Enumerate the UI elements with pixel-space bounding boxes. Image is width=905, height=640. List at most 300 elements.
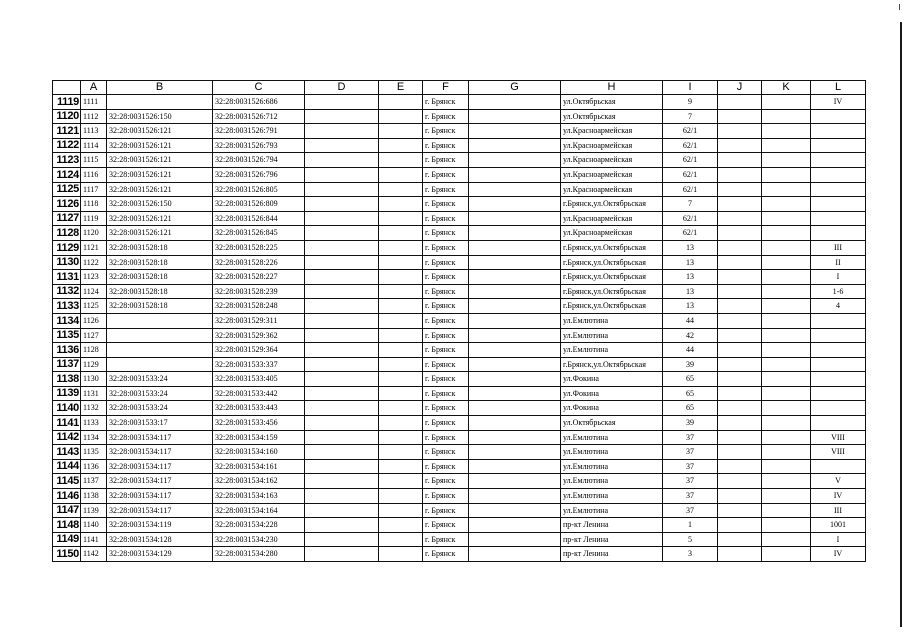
- row-number[interactable]: 1127: [53, 211, 81, 226]
- cell-k[interactable]: [762, 255, 811, 270]
- cell-f[interactable]: г. Брянск: [423, 153, 469, 168]
- column-header-e[interactable]: E: [379, 81, 423, 95]
- cell-a[interactable]: 1122: [81, 255, 107, 270]
- cell-a[interactable]: 1135: [81, 445, 107, 460]
- cell-e[interactable]: [379, 328, 423, 343]
- cell-f[interactable]: г. Брянск: [423, 299, 469, 314]
- cell-c[interactable]: 32:28:0031528:225: [213, 240, 305, 255]
- cell-a[interactable]: 1112: [81, 109, 107, 124]
- row-number[interactable]: 1126: [53, 197, 81, 212]
- cell-l[interactable]: VIII: [811, 430, 866, 445]
- cell-d[interactable]: [305, 138, 379, 153]
- cell-e[interactable]: [379, 299, 423, 314]
- cell-j[interactable]: [718, 270, 762, 285]
- cell-b[interactable]: 32:28:0031533:24: [107, 372, 213, 387]
- cell-a[interactable]: 1117: [81, 182, 107, 197]
- cell-g[interactable]: [469, 489, 561, 504]
- cell-j[interactable]: [718, 386, 762, 401]
- cell-e[interactable]: [379, 226, 423, 241]
- cell-e[interactable]: [379, 270, 423, 285]
- cell-c[interactable]: 32:28:0031526:809: [213, 197, 305, 212]
- cell-g[interactable]: [469, 226, 561, 241]
- cell-j[interactable]: [718, 430, 762, 445]
- cell-b[interactable]: 32:28:0031534:117: [107, 474, 213, 489]
- cell-k[interactable]: [762, 401, 811, 416]
- cell-a[interactable]: 1134: [81, 430, 107, 445]
- cell-h[interactable]: ул.Октябрьская: [561, 95, 663, 110]
- cell-k[interactable]: [762, 489, 811, 504]
- cell-l[interactable]: I: [811, 270, 866, 285]
- cell-a[interactable]: 1125: [81, 299, 107, 314]
- cell-b[interactable]: [107, 328, 213, 343]
- cell-e[interactable]: [379, 284, 423, 299]
- cell-b[interactable]: 32:28:0031533:24: [107, 386, 213, 401]
- cell-g[interactable]: [469, 240, 561, 255]
- cell-e[interactable]: [379, 547, 423, 562]
- cell-e[interactable]: [379, 430, 423, 445]
- cell-h[interactable]: ул.Емлютина: [561, 430, 663, 445]
- cell-b[interactable]: 32:28:0031534:117: [107, 489, 213, 504]
- cell-k[interactable]: [762, 182, 811, 197]
- cell-d[interactable]: [305, 401, 379, 416]
- cell-a[interactable]: 1126: [81, 313, 107, 328]
- cell-l[interactable]: I: [811, 532, 866, 547]
- cell-e[interactable]: [379, 445, 423, 460]
- cell-j[interactable]: [718, 182, 762, 197]
- cell-j[interactable]: [718, 445, 762, 460]
- cell-f[interactable]: г. Брянск: [423, 503, 469, 518]
- row-number[interactable]: 1137: [53, 357, 81, 372]
- cell-j[interactable]: [718, 401, 762, 416]
- cell-g[interactable]: [469, 197, 561, 212]
- cell-e[interactable]: [379, 211, 423, 226]
- cell-b[interactable]: [107, 95, 213, 110]
- cell-i[interactable]: 62/1: [663, 211, 718, 226]
- cell-b[interactable]: 32:28:0031528:18: [107, 270, 213, 285]
- cell-d[interactable]: [305, 445, 379, 460]
- row-number[interactable]: 1134: [53, 313, 81, 328]
- cell-d[interactable]: [305, 489, 379, 504]
- cell-g[interactable]: [469, 386, 561, 401]
- cell-l[interactable]: [811, 226, 866, 241]
- cell-k[interactable]: [762, 226, 811, 241]
- cell-i[interactable]: 1: [663, 518, 718, 533]
- cell-d[interactable]: [305, 240, 379, 255]
- cell-c[interactable]: 32:28:0031534:230: [213, 532, 305, 547]
- cell-g[interactable]: [469, 299, 561, 314]
- cell-a[interactable]: 1140: [81, 518, 107, 533]
- row-number[interactable]: 1147: [53, 503, 81, 518]
- cell-l[interactable]: [811, 357, 866, 372]
- cell-f[interactable]: г. Брянск: [423, 95, 469, 110]
- cell-l[interactable]: [811, 167, 866, 182]
- row-number[interactable]: 1124: [53, 167, 81, 182]
- cell-j[interactable]: [718, 299, 762, 314]
- cell-d[interactable]: [305, 430, 379, 445]
- cell-k[interactable]: [762, 459, 811, 474]
- cell-d[interactable]: [305, 343, 379, 358]
- cell-g[interactable]: [469, 430, 561, 445]
- cell-g[interactable]: [469, 357, 561, 372]
- cell-b[interactable]: 32:28:0031534:117: [107, 430, 213, 445]
- cell-a[interactable]: 1123: [81, 270, 107, 285]
- cell-h[interactable]: ул.Красноармейская: [561, 211, 663, 226]
- cell-a[interactable]: 1142: [81, 547, 107, 562]
- cell-d[interactable]: [305, 226, 379, 241]
- cell-i[interactable]: 39: [663, 357, 718, 372]
- cell-l[interactable]: III: [811, 240, 866, 255]
- cell-j[interactable]: [718, 109, 762, 124]
- cell-j[interactable]: [718, 240, 762, 255]
- column-header-a[interactable]: A: [81, 81, 107, 95]
- cell-e[interactable]: [379, 167, 423, 182]
- cell-d[interactable]: [305, 270, 379, 285]
- cell-i[interactable]: 44: [663, 343, 718, 358]
- cell-g[interactable]: [469, 255, 561, 270]
- cell-d[interactable]: [305, 357, 379, 372]
- cell-e[interactable]: [379, 313, 423, 328]
- cell-i[interactable]: 13: [663, 270, 718, 285]
- cell-k[interactable]: [762, 416, 811, 431]
- cell-l[interactable]: III: [811, 503, 866, 518]
- row-number[interactable]: 1128: [53, 226, 81, 241]
- cell-c[interactable]: 32:28:0031533:443: [213, 401, 305, 416]
- cell-j[interactable]: [718, 313, 762, 328]
- cell-j[interactable]: [718, 459, 762, 474]
- row-number[interactable]: 1148: [53, 518, 81, 533]
- cell-d[interactable]: [305, 313, 379, 328]
- row-number[interactable]: 1122: [53, 138, 81, 153]
- column-header-g[interactable]: G: [469, 81, 561, 95]
- cell-c[interactable]: 32:28:0031533:456: [213, 416, 305, 431]
- cell-d[interactable]: [305, 167, 379, 182]
- cell-l[interactable]: IV: [811, 95, 866, 110]
- cell-c[interactable]: 32:28:0031533:337: [213, 357, 305, 372]
- cell-a[interactable]: 1116: [81, 167, 107, 182]
- cell-b[interactable]: 32:28:0031526:150: [107, 109, 213, 124]
- cell-b[interactable]: 32:28:0031528:18: [107, 299, 213, 314]
- cell-j[interactable]: [718, 138, 762, 153]
- cell-f[interactable]: г. Брянск: [423, 343, 469, 358]
- cell-h[interactable]: ул.Красноармейская: [561, 226, 663, 241]
- cell-i[interactable]: 13: [663, 284, 718, 299]
- row-number[interactable]: 1131: [53, 270, 81, 285]
- cell-c[interactable]: 32:28:0031526:805: [213, 182, 305, 197]
- cell-g[interactable]: [469, 270, 561, 285]
- cell-g[interactable]: [469, 109, 561, 124]
- cell-l[interactable]: [811, 182, 866, 197]
- cell-f[interactable]: г. Брянск: [423, 284, 469, 299]
- cell-e[interactable]: [379, 386, 423, 401]
- cell-a[interactable]: 1136: [81, 459, 107, 474]
- cell-c[interactable]: 32:28:0031529:364: [213, 343, 305, 358]
- cell-h[interactable]: пр-кт Ленина: [561, 547, 663, 562]
- cell-a[interactable]: 1127: [81, 328, 107, 343]
- cell-g[interactable]: [469, 138, 561, 153]
- cell-c[interactable]: 32:28:0031534:161: [213, 459, 305, 474]
- cell-d[interactable]: [305, 474, 379, 489]
- cell-e[interactable]: [379, 153, 423, 168]
- cell-d[interactable]: [305, 503, 379, 518]
- column-header-l[interactable]: L: [811, 81, 866, 95]
- cell-j[interactable]: [718, 372, 762, 387]
- cell-k[interactable]: [762, 240, 811, 255]
- cell-g[interactable]: [469, 401, 561, 416]
- cell-d[interactable]: [305, 328, 379, 343]
- cell-c[interactable]: 32:28:0031533:405: [213, 372, 305, 387]
- corner-cell[interactable]: [53, 81, 81, 95]
- cell-i[interactable]: 37: [663, 474, 718, 489]
- cell-k[interactable]: [762, 430, 811, 445]
- cell-c[interactable]: 32:28:0031528:239: [213, 284, 305, 299]
- cell-j[interactable]: [718, 489, 762, 504]
- cell-h[interactable]: г.Брянск,ул.Октябрьская: [561, 197, 663, 212]
- cell-l[interactable]: IV: [811, 489, 866, 504]
- cell-i[interactable]: 44: [663, 313, 718, 328]
- cell-k[interactable]: [762, 386, 811, 401]
- cell-j[interactable]: [718, 547, 762, 562]
- cell-i[interactable]: 42: [663, 328, 718, 343]
- cell-c[interactable]: 32:28:0031529:311: [213, 313, 305, 328]
- cell-i[interactable]: 5: [663, 532, 718, 547]
- cell-g[interactable]: [469, 328, 561, 343]
- cell-h[interactable]: ул.Емлютина: [561, 445, 663, 460]
- cell-k[interactable]: [762, 503, 811, 518]
- cell-h[interactable]: г.Брянск,ул.Октябрьская: [561, 255, 663, 270]
- cell-j[interactable]: [718, 197, 762, 212]
- cell-j[interactable]: [718, 416, 762, 431]
- cell-c[interactable]: 32:28:0031533:442: [213, 386, 305, 401]
- cell-c[interactable]: 32:28:0031534:280: [213, 547, 305, 562]
- cell-h[interactable]: г.Брянск,ул.Октябрьская: [561, 299, 663, 314]
- row-number[interactable]: 1138: [53, 372, 81, 387]
- cell-h[interactable]: ул.Октябрьская: [561, 416, 663, 431]
- cell-c[interactable]: 32:28:0031526:686: [213, 95, 305, 110]
- cell-j[interactable]: [718, 153, 762, 168]
- cell-g[interactable]: [469, 459, 561, 474]
- cell-g[interactable]: [469, 547, 561, 562]
- cell-l[interactable]: 1-6: [811, 284, 866, 299]
- cell-i[interactable]: 62/1: [663, 182, 718, 197]
- cell-l[interactable]: [811, 416, 866, 431]
- cell-e[interactable]: [379, 95, 423, 110]
- cell-g[interactable]: [469, 474, 561, 489]
- cell-b[interactable]: 32:28:0031526:121: [107, 226, 213, 241]
- cell-d[interactable]: [305, 95, 379, 110]
- cell-g[interactable]: [469, 211, 561, 226]
- cell-e[interactable]: [379, 343, 423, 358]
- cell-d[interactable]: [305, 211, 379, 226]
- cell-a[interactable]: 1115: [81, 153, 107, 168]
- cell-l[interactable]: 1001: [811, 518, 866, 533]
- cell-h[interactable]: пр-кт Ленина: [561, 532, 663, 547]
- cell-c[interactable]: 32:28:0031526:793: [213, 138, 305, 153]
- cell-f[interactable]: г. Брянск: [423, 197, 469, 212]
- cell-j[interactable]: [718, 474, 762, 489]
- cell-e[interactable]: [379, 109, 423, 124]
- cell-e[interactable]: [379, 532, 423, 547]
- cell-d[interactable]: [305, 547, 379, 562]
- cell-c[interactable]: 32:28:0031526:845: [213, 226, 305, 241]
- cell-b[interactable]: [107, 343, 213, 358]
- cell-b[interactable]: 32:28:0031533:17: [107, 416, 213, 431]
- cell-k[interactable]: [762, 138, 811, 153]
- cell-g[interactable]: [469, 343, 561, 358]
- cell-l[interactable]: [811, 401, 866, 416]
- row-number[interactable]: 1121: [53, 124, 81, 139]
- row-number[interactable]: 1120: [53, 109, 81, 124]
- cell-k[interactable]: [762, 124, 811, 139]
- column-header-b[interactable]: B: [107, 81, 213, 95]
- cell-k[interactable]: [762, 343, 811, 358]
- cell-e[interactable]: [379, 489, 423, 504]
- cell-h[interactable]: ул.Емлютина: [561, 328, 663, 343]
- column-header-f[interactable]: F: [423, 81, 469, 95]
- cell-e[interactable]: [379, 240, 423, 255]
- cell-l[interactable]: [811, 138, 866, 153]
- cell-a[interactable]: 1137: [81, 474, 107, 489]
- cell-b[interactable]: 32:28:0031534:119: [107, 518, 213, 533]
- cell-l[interactable]: II: [811, 255, 866, 270]
- column-header-i[interactable]: I: [663, 81, 718, 95]
- cell-f[interactable]: г. Брянск: [423, 211, 469, 226]
- cell-e[interactable]: [379, 459, 423, 474]
- cell-e[interactable]: [379, 138, 423, 153]
- cell-j[interactable]: [718, 211, 762, 226]
- cell-h[interactable]: ул.Емлютина: [561, 343, 663, 358]
- row-number[interactable]: 1129: [53, 240, 81, 255]
- cell-g[interactable]: [469, 532, 561, 547]
- cell-k[interactable]: [762, 357, 811, 372]
- cell-b[interactable]: 32:28:0031534:117: [107, 503, 213, 518]
- cell-c[interactable]: 32:28:0031526:796: [213, 167, 305, 182]
- cell-k[interactable]: [762, 153, 811, 168]
- column-header-d[interactable]: D: [305, 81, 379, 95]
- cell-j[interactable]: [718, 532, 762, 547]
- cell-f[interactable]: г. Брянск: [423, 109, 469, 124]
- cell-k[interactable]: [762, 474, 811, 489]
- cell-b[interactable]: 32:28:0031534:128: [107, 532, 213, 547]
- cell-c[interactable]: 32:28:0031528:227: [213, 270, 305, 285]
- cell-c[interactable]: 32:28:0031534:164: [213, 503, 305, 518]
- row-number[interactable]: 1143: [53, 445, 81, 460]
- cell-h[interactable]: ул.Красноармейская: [561, 167, 663, 182]
- cell-b[interactable]: 32:28:0031526:121: [107, 211, 213, 226]
- cell-i[interactable]: 13: [663, 299, 718, 314]
- cell-k[interactable]: [762, 211, 811, 226]
- cell-a[interactable]: 1120: [81, 226, 107, 241]
- cell-f[interactable]: г. Брянск: [423, 547, 469, 562]
- cell-h[interactable]: ул.Фокина: [561, 372, 663, 387]
- cell-e[interactable]: [379, 416, 423, 431]
- cell-d[interactable]: [305, 518, 379, 533]
- cell-g[interactable]: [469, 313, 561, 328]
- cell-a[interactable]: 1118: [81, 197, 107, 212]
- cell-l[interactable]: [811, 211, 866, 226]
- cell-f[interactable]: г. Брянск: [423, 138, 469, 153]
- cell-f[interactable]: г. Брянск: [423, 167, 469, 182]
- cell-a[interactable]: 1119: [81, 211, 107, 226]
- cell-c[interactable]: 32:28:0031526:791: [213, 124, 305, 139]
- cell-h[interactable]: г.Брянск,ул.Октябрьская: [561, 270, 663, 285]
- cell-j[interactable]: [718, 226, 762, 241]
- row-number[interactable]: 1139: [53, 386, 81, 401]
- cell-g[interactable]: [469, 124, 561, 139]
- cell-h[interactable]: г.Брянск,ул.Октябрьская: [561, 240, 663, 255]
- cell-k[interactable]: [762, 313, 811, 328]
- cell-i[interactable]: 39: [663, 416, 718, 431]
- cell-c[interactable]: 32:28:0031528:226: [213, 255, 305, 270]
- cell-f[interactable]: г. Брянск: [423, 401, 469, 416]
- cell-a[interactable]: 1128: [81, 343, 107, 358]
- cell-b[interactable]: 32:28:0031534:117: [107, 459, 213, 474]
- cell-j[interactable]: [718, 124, 762, 139]
- cell-i[interactable]: 65: [663, 386, 718, 401]
- cell-c[interactable]: 32:28:0031534:159: [213, 430, 305, 445]
- cell-h[interactable]: ул.Октябрьская: [561, 109, 663, 124]
- cell-h[interactable]: ул.Красноармейская: [561, 153, 663, 168]
- cell-f[interactable]: г. Брянск: [423, 270, 469, 285]
- cell-j[interactable]: [718, 95, 762, 110]
- cell-j[interactable]: [718, 328, 762, 343]
- column-header-h[interactable]: H: [561, 81, 663, 95]
- cell-d[interactable]: [305, 182, 379, 197]
- cell-f[interactable]: г. Брянск: [423, 445, 469, 460]
- cell-g[interactable]: [469, 167, 561, 182]
- row-number[interactable]: 1135: [53, 328, 81, 343]
- cell-j[interactable]: [718, 167, 762, 182]
- cell-d[interactable]: [305, 109, 379, 124]
- cell-e[interactable]: [379, 182, 423, 197]
- cell-k[interactable]: [762, 299, 811, 314]
- cell-b[interactable]: 32:28:0031526:121: [107, 124, 213, 139]
- cell-d[interactable]: [305, 153, 379, 168]
- row-number[interactable]: 1145: [53, 474, 81, 489]
- cell-f[interactable]: г. Брянск: [423, 474, 469, 489]
- row-number[interactable]: 1141: [53, 416, 81, 431]
- cell-d[interactable]: [305, 255, 379, 270]
- row-number[interactable]: 1136: [53, 343, 81, 358]
- column-header-c[interactable]: C: [213, 81, 305, 95]
- cell-i[interactable]: 13: [663, 255, 718, 270]
- cell-h[interactable]: ул.Емлютина: [561, 503, 663, 518]
- cell-c[interactable]: 32:28:0031526:844: [213, 211, 305, 226]
- cell-h[interactable]: ул.Красноармейская: [561, 124, 663, 139]
- cell-g[interactable]: [469, 284, 561, 299]
- cell-h[interactable]: ул.Фокина: [561, 401, 663, 416]
- cell-d[interactable]: [305, 284, 379, 299]
- cell-b[interactable]: [107, 357, 213, 372]
- cell-f[interactable]: г. Брянск: [423, 372, 469, 387]
- cell-f[interactable]: г. Брянск: [423, 386, 469, 401]
- cell-e[interactable]: [379, 503, 423, 518]
- cell-j[interactable]: [718, 357, 762, 372]
- column-header-k[interactable]: K: [762, 81, 811, 95]
- cell-i[interactable]: 62/1: [663, 138, 718, 153]
- cell-d[interactable]: [305, 386, 379, 401]
- cell-i[interactable]: 3: [663, 547, 718, 562]
- cell-i[interactable]: 62/1: [663, 124, 718, 139]
- cell-i[interactable]: 13: [663, 240, 718, 255]
- cell-i[interactable]: 37: [663, 503, 718, 518]
- cell-l[interactable]: [811, 313, 866, 328]
- cell-l[interactable]: [811, 153, 866, 168]
- cell-f[interactable]: г. Брянск: [423, 416, 469, 431]
- cell-f[interactable]: г. Брянск: [423, 313, 469, 328]
- cell-k[interactable]: [762, 445, 811, 460]
- cell-l[interactable]: [811, 109, 866, 124]
- cell-i[interactable]: 37: [663, 459, 718, 474]
